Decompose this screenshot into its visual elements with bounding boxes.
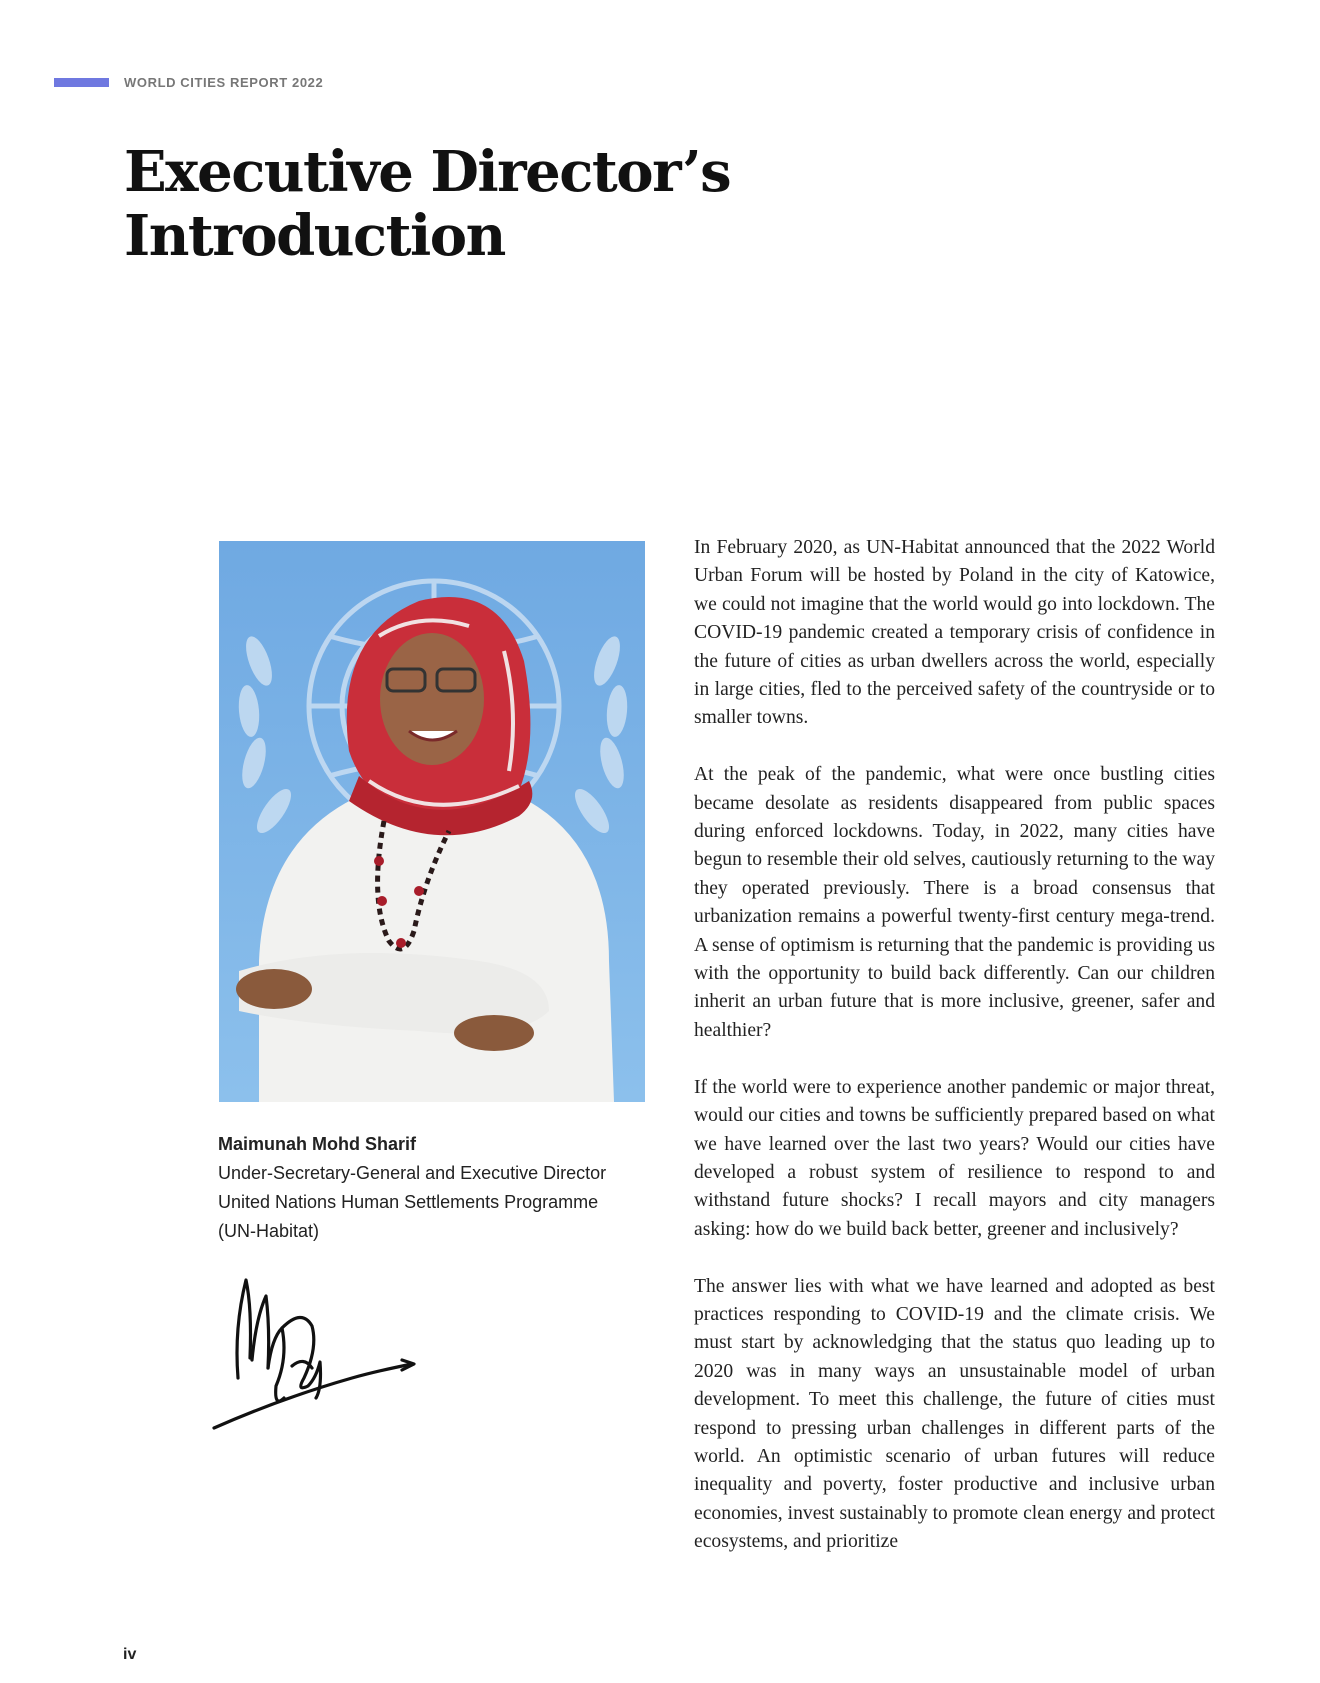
portrait-caption	[218, 1130, 638, 1246]
paragraph-1: In February 2020, as UN-Habitat announced that the 2022 World Urban Forum will be hosted by Poland in the city of Katowice, we could not imagine that the world would go into lockdown. The COVID-19 pandemic created a temporary crisis of confidence in the future of cities as urban dwellers across the world, especially in large cities, fled to the perceived safety of the countryside or to smaller towns.	[694, 537, 1215, 729]
portrait-photo	[219, 541, 645, 1102]
report-label: WORLD CITIES REPORT 2022	[124, 75, 324, 90]
caption-role: Under-Secretary-General and Executive Director	[218, 1163, 607, 1183]
paragraph-4: The answer lies with what we have learned and adopted as best practices responding to COVID-19 and the climate crisis. We must start by acknowledging that the status quo leading up to 2020 was in many ways an unsustainable model of urban development. To meet this challenge, the future of cities must respond to pressing urban challenges in different parts of the world. An optimistic scenario of urban futures will reduce inequality and poverty, foster productive and inclusive urban economies, invest sustainably to promote clean energy and protect ecosystems, and prioritize	[694, 1275, 1215, 1553]
page-title-line-1: Executive Director’s	[124, 139, 731, 205]
caption-acronym: (UN-Habitat)	[218, 1221, 320, 1241]
paragraph-3: If the world were to experience another pandemic or major threat, would our cities and towns be sufficiently prepared based on what we have learned over the last two years? Would our cities have developed a robust system of resilience to respond to and withstand future shocks? I recall mayors and city managers asking: how do we build back better, greener and inclusively?	[694, 1076, 1215, 1240]
header-accent-bar	[54, 78, 109, 87]
page-title	[124, 140, 730, 268]
paragraph-2: At the peak of the pandemic, what were once bustling cities became desolate as residents disappeared from public spaces during enforced lockdowns. Today, in 2022, many cities have begun to resemble their old selves, cautiously returning to the way they operated previously. There is a broad consensus that urbanization remains a powerful twenty-first century mega-trend. A sense of optimism is returning that the pandemic is providing us with the opportunity to build back differently. Can our children inherit an urban future that is more inclusive, greener, safer and healthier?	[694, 764, 1215, 1041]
caption-name: Maimunah Mohd Sharif	[218, 1134, 416, 1154]
signature-icon	[212, 1268, 422, 1440]
introduction-body	[694, 534, 1215, 1585]
page-number: iv	[123, 1646, 137, 1663]
page-title-line-2: Introduction	[124, 203, 505, 269]
caption-organization: United Nations Human Settlements Programme	[218, 1192, 599, 1212]
